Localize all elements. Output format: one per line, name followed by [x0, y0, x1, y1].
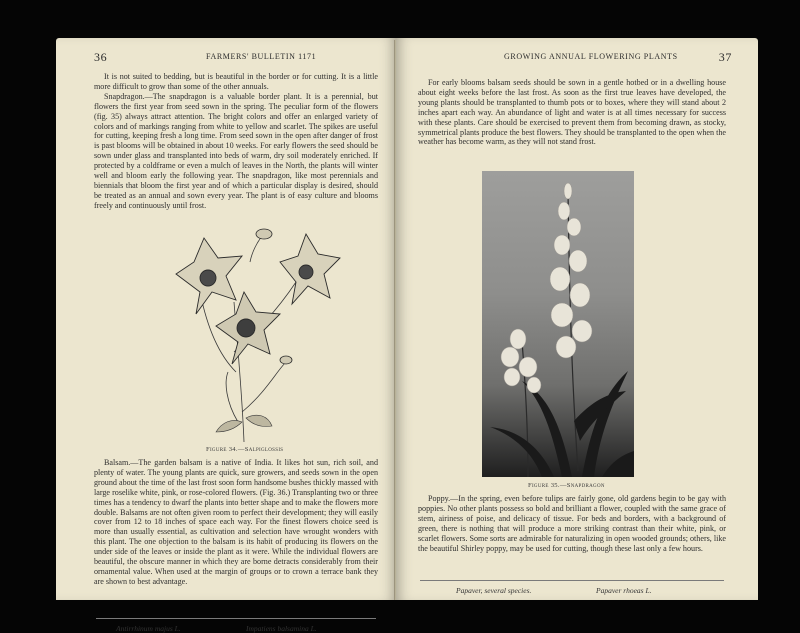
paragraph-snapdragon: Snapdragon.—The snapdragon is a valuable border plant. It is a perennial, but flowers the first year from seed sown in the spring. The peculiar form of the flowers (fig. 35) always attract attention. The bright colors and offer an enlarged variety of colors and of markings ranging from white to yellow and scarlet. The spikes are useful for cutting, keeping fresh a long time. From seed sown in the open after danger of frost is past blooms will be obtained in about 10 weeks. For early flowers the seed should be sown under glass and transplanted into beds of warm, dry soil moderately enriched. If protected by a coldframe or even a mulch of leaves in the North, the plants will winter well and bloom early the following year. The snapdragon, like most perennials and biennials that bloom the first year and of which a particular display is desired, should be treated as an annual and sown every year. The plant is of easy culture and blooms freely and continuously until frost. — [94, 91, 378, 210]
left-running-title: FARMERS' BULLETIN 1171 — [206, 52, 317, 61]
right-page-number: 37 — [718, 50, 732, 64]
salpiglossis-illustration — [146, 222, 346, 444]
right-page — [396, 38, 758, 600]
right-running-title: GROWING ANNUAL FLOWERING PLANTS — [504, 52, 678, 61]
left-page — [56, 38, 396, 633]
right-page-header — [434, 52, 732, 66]
paragraph: For early blooms balsam seeds should be sown in a gentle hotbed or in a dwelling house about eight weeks before the last frost. As soon as the first true leaves have developed, the young plants should be transplanted to thumb pots or to boxes, where they will stand about 2 inches apart each way. An abundance of light and water is at all times necessary for success with these plants. Care should be exercised to prevent them from becoming drawn, as stocky, symmetrical plants produce the best flowers. They should be transplanted to the open when the weather has become warm, as they will not stand frost. — [418, 78, 726, 147]
footnote-3: Papaver, several species. — [456, 586, 532, 595]
paragraph: It is not suited to bedding, but is beautiful in the border or for cutting. It is a little more difficult to grow than some of the other annuals. — [94, 72, 378, 91]
right-lower-text — [418, 494, 726, 553]
footnote-4: Papaver rhoeas L. — [596, 586, 652, 595]
left-lower-text — [94, 458, 378, 587]
right-upper-text — [418, 78, 726, 147]
figure-34-caption: Figure 34.—Salpiglossis — [206, 446, 284, 453]
footnote-1: Antirrhinum majus L. — [116, 624, 181, 633]
flower-center — [216, 292, 280, 364]
snapdragon-photo — [482, 171, 634, 477]
flower-left — [176, 238, 242, 314]
left-upper-text — [94, 72, 378, 211]
left-page-header — [94, 52, 370, 66]
left-page-number: 36 — [94, 50, 108, 64]
flower-right — [280, 234, 340, 304]
paragraph-poppy: Poppy.—In the spring, even before tulips are fairly gone, old gardens begin to be gay with poppies. No other plants possess so bold and brilliant a flower, coupled with the same grace of stem, airiness of poise, and delicacy of tissue. For beds and borders, with a background of green, there is nothing that will produce a more striking contrast than their white, pink, or scarlet flowers. Some sorts are admirable for naturalizing in open wooded grounds; others, like the beautiful Shirley poppy, may be used for cutting, though these last only a few hours. — [418, 494, 726, 553]
snapdragon-photo-art — [482, 171, 634, 477]
footnote-rule — [420, 580, 724, 581]
snapdragon-blooms — [501, 183, 592, 393]
paragraph-balsam: Balsam.—The garden balsam is a native of India. It likes hot sun, rich soil, and plenty of water. The young plants are quick, sure growers, and seeds sown in the open ground about the time of the last frost soon form handsome bushes thickly massed with large roselike white, pink, or rose-colored flowers. (Fig. 36.) Transplanting two or three times has a tendency to dwarf the plants into better shape and to make the flowers more double. Balsams are not often given room to perfect their development; they will easily cover from 12 to 18 inches of space each way. For the finest flowers choice seed is more than usually essential, as cultivation and selection have wrought wonders with this plant. The one objection to the balsam is its habit of producing its flowers on the under side of the leaves or inside the plant as it were. While the individual flowers are beautiful, the obscure manner in which they are borne detracts considerably from their ornamental value. When used at the margin of groups or to crown a terrace bank they are shown to best advantage. — [94, 458, 378, 586]
footnote-2: Impatiens balsamina L. — [246, 624, 317, 633]
footnote-rule — [96, 618, 376, 619]
figure-35-caption: Figure 35.—Snapdragon — [528, 482, 605, 489]
